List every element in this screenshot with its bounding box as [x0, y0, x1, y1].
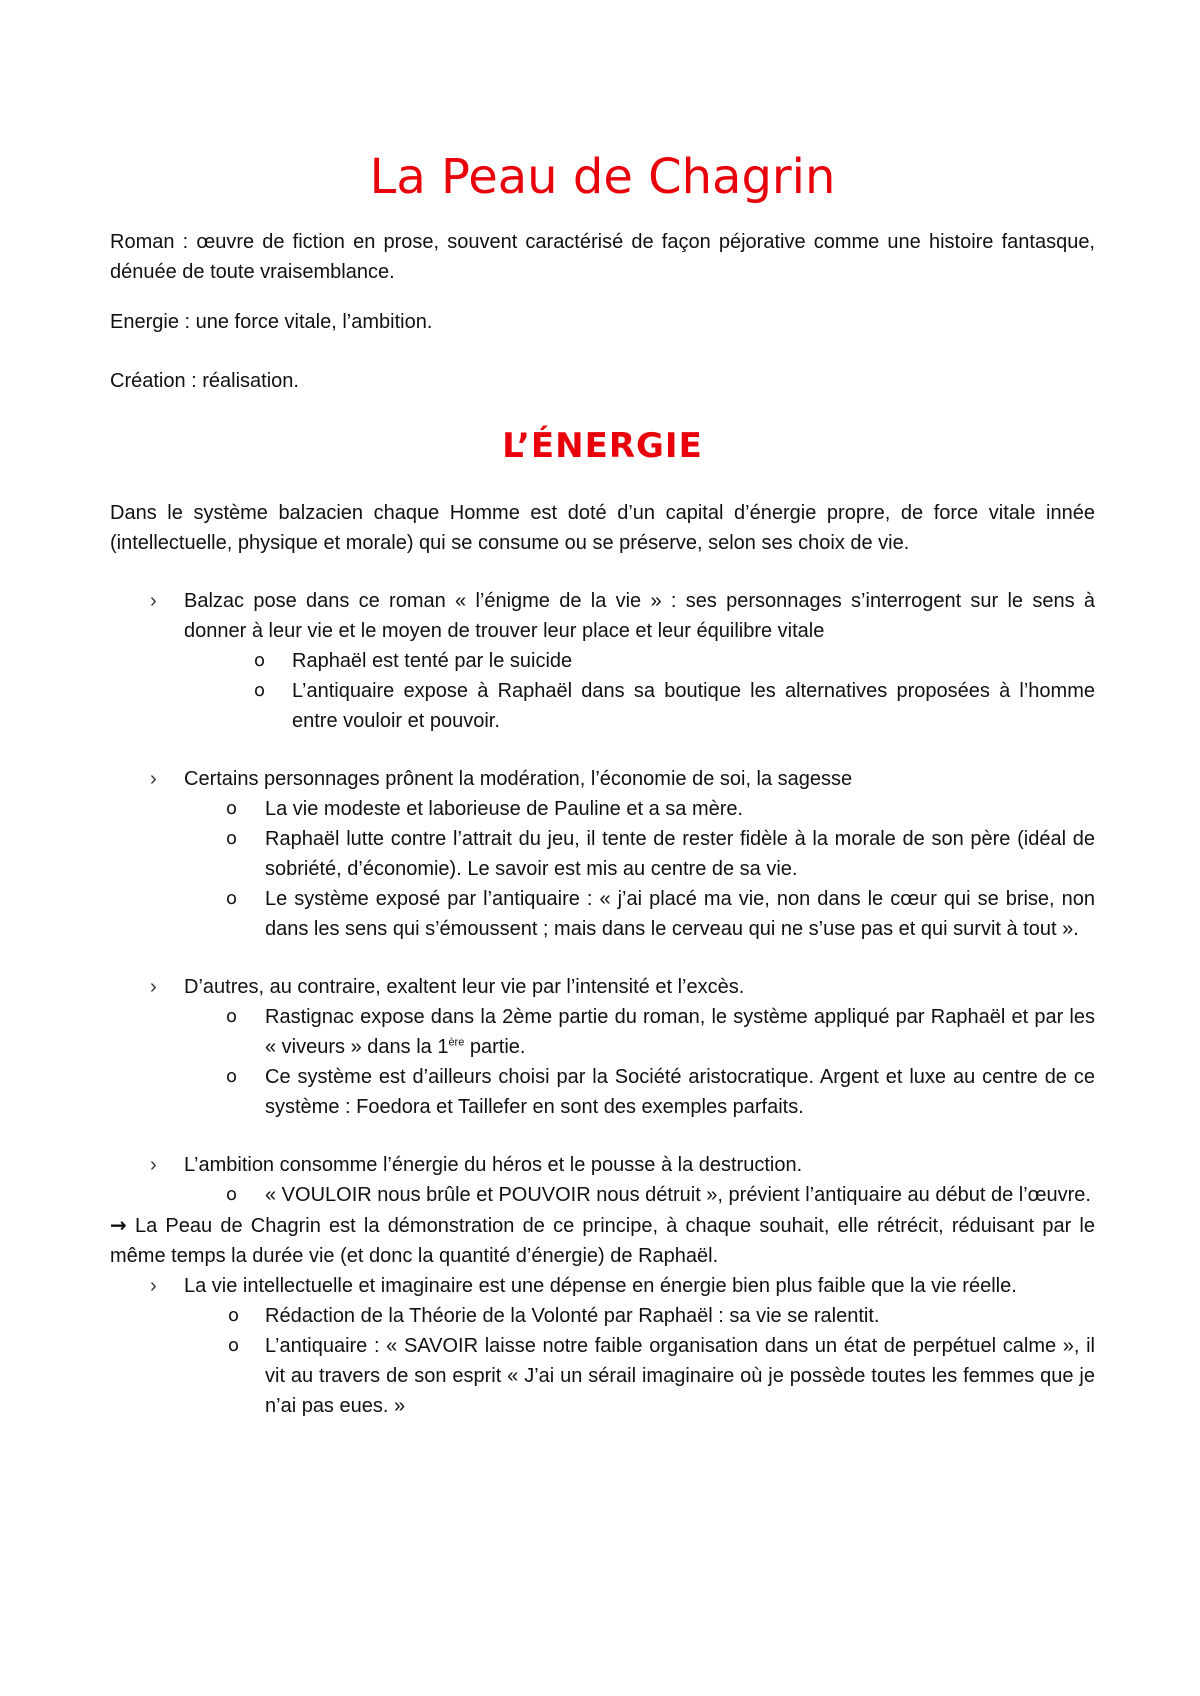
chevron-right-icon: › — [150, 768, 157, 790]
bullet-list — [110, 972, 1095, 1122]
bullet-text: La vie intellectuelle et imaginaire est une dépense en énergie bien plus faible que la vie réelle. — [184, 1275, 1017, 1297]
bullet-text: Balzac pose dans ce roman « l’énigme de la vie » : ses personnages s’interrogent sur le sens à donner à leur vie et le moyen de trouver leur place et leur équilibre vitale — [184, 590, 1095, 642]
conclusion-text: La Peau de Chagrin est la démonstration de ce principe, à chaque souhait, elle rétrécit, réduisant par le même temps la durée vie (et donc la quantité d’énergie) de Raphaël. — [110, 1215, 1095, 1267]
bullet-text: L’ambition consomme l’énergie du héros et le pousse à la destruction. — [184, 1154, 803, 1176]
sub-list — [184, 1002, 1095, 1122]
arrow-right-icon: → — [110, 1213, 127, 1237]
bullet-list — [110, 1150, 1095, 1210]
conclusion-paragraph — [110, 1210, 1095, 1271]
intro-paragraph: Dans le système balzacien chaque Homme est doté d’un capital d’énergie propre, de force vitale innée (intellectuelle, physique et morale) qui se consume ou se préserve, selon ses choix de vie. — [110, 502, 1095, 554]
sub-list — [184, 646, 1095, 736]
sub-item — [184, 1331, 1095, 1421]
sub-item — [184, 794, 1095, 824]
circle-bullet-icon: o — [228, 1335, 240, 1356]
chevron-right-icon: › — [150, 590, 157, 612]
bullet-text: D’autres, au contraire, exaltent leur vie par l’intensité et l’excès. — [184, 976, 745, 998]
circle-bullet-icon: o — [226, 1184, 238, 1205]
sub-item-text: partie. — [464, 1036, 526, 1058]
bullet-list — [110, 1271, 1095, 1421]
sub-item — [184, 676, 1095, 736]
bullet-text: Certains personnages prônent la modération, l’économie de soi, la sagesse — [184, 768, 853, 790]
superscript: ère — [448, 1036, 465, 1049]
bullet-item — [110, 972, 1095, 1122]
sub-item-text: Rédaction de la Théorie de la Volonté par Raphaël : sa vie se ralentit. — [265, 1305, 880, 1327]
sub-list — [184, 1301, 1095, 1421]
sub-item-text: Le système exposé par l’antiquaire : « j’ai placé ma vie, non dans le cœur qui se brise, non dans les sens qui s’émoussent ; mais dans le cerveau qui ne s’use pas et qui survit à tout ». — [265, 888, 1095, 940]
sub-list — [184, 1180, 1095, 1210]
document-title: La Peau de Chagrin — [369, 149, 836, 205]
definition-creation: Création : réalisation. — [110, 370, 299, 392]
chevron-right-icon: › — [150, 1275, 157, 1297]
bullet-item — [110, 764, 1095, 944]
sub-item — [184, 824, 1095, 884]
sub-item — [184, 1301, 1095, 1331]
sub-list — [184, 794, 1095, 944]
circle-bullet-icon: o — [254, 650, 266, 671]
circle-bullet-icon: o — [226, 798, 238, 819]
bullet-list — [110, 764, 1095, 944]
sub-item-text: La vie modeste et laborieuse de Pauline et a sa mère. — [265, 798, 744, 820]
sub-item-text: Raphaël lutte contre l’attrait du jeu, il tente de rester fidèle à la morale de son père (idéal de sobriété, d’économie). Le savoir est mis au centre de sa vie. — [265, 828, 1095, 880]
bullet-item — [110, 586, 1095, 736]
bullet-item — [110, 1150, 1095, 1210]
bullet-item — [110, 1271, 1095, 1421]
circle-bullet-icon: o — [228, 1305, 240, 1326]
sub-item — [184, 884, 1095, 944]
section-heading: L’ÉNERGIE — [502, 426, 703, 466]
chevron-right-icon: › — [150, 976, 157, 998]
sub-item — [184, 1062, 1095, 1122]
circle-bullet-icon: o — [254, 680, 266, 701]
sub-item-text: « VOULOIR nous brûle et POUVOIR nous détruit », prévient l’antiquaire au début de l’œuvre. — [265, 1184, 1091, 1206]
circle-bullet-icon: o — [226, 1066, 238, 1087]
sub-item-text: Rastignac expose dans la 2ème partie du roman, le système appliqué par Raphaël et par les « viveurs » dans la 1 — [265, 1006, 1095, 1058]
sub-item — [184, 646, 1095, 676]
definition-energie: Energie : une force vitale, l’ambition. — [110, 311, 433, 333]
sub-item-text: Raphaël est tenté par le suicide — [292, 650, 573, 672]
sub-item-text: Ce système est d’ailleurs choisi par la Société aristocratique. Argent et luxe au centre de ce système : Foedora et Taillefer en sont des exemples parfaits. — [265, 1066, 1095, 1118]
definition-roman: Roman : œuvre de fiction en prose, souvent caractérisé de façon péjorative comme une histoire fantasque, dénuée de toute vraisemblance. — [110, 231, 1095, 283]
sub-item — [184, 1180, 1095, 1210]
sub-item — [184, 1002, 1095, 1062]
circle-bullet-icon: o — [226, 888, 238, 909]
chevron-right-icon: › — [150, 1154, 157, 1176]
sub-item-text: L’antiquaire expose à Raphaël dans sa boutique les alternatives proposées à l’homme entre vouloir et pouvoir. — [292, 680, 1095, 732]
sub-item-text: L’antiquaire : « SAVOIR laisse notre faible organisation dans un état de perpétuel calme », il vit au travers de son esprit « J’ai un sérail imaginaire où je possède toutes les femmes que je n’ai pas eues. » — [265, 1335, 1095, 1417]
circle-bullet-icon: o — [226, 828, 238, 849]
circle-bullet-icon: o — [226, 1006, 238, 1027]
bullet-list — [110, 586, 1095, 736]
